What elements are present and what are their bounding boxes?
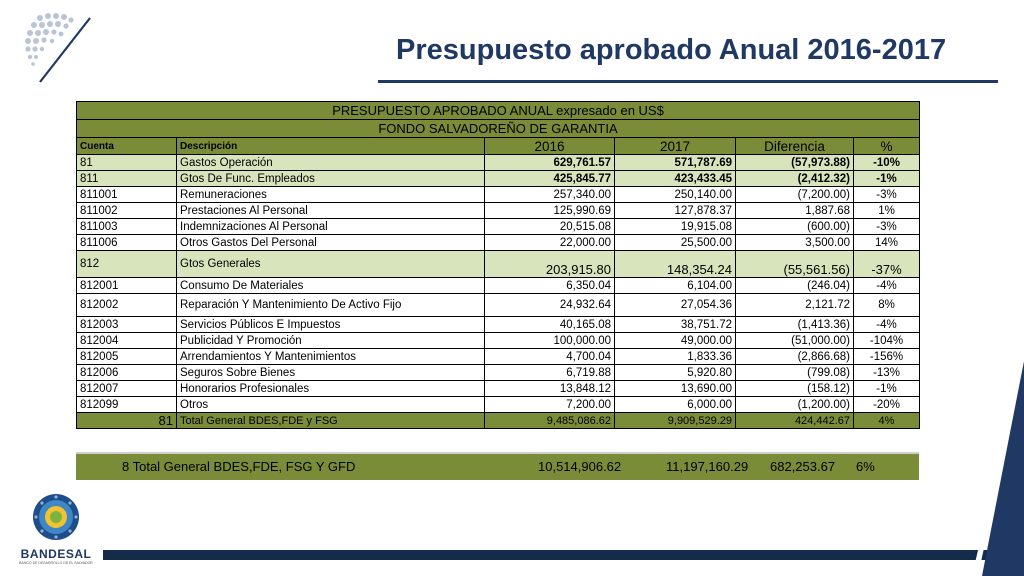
cell-pct: -3% — [854, 219, 920, 235]
table-header-subtitle: FONDO SALVADOREÑO DE GARANTIA — [77, 120, 920, 138]
table-row — [77, 251, 920, 278]
table-row — [77, 219, 920, 235]
cell-cuenta: 812006 — [77, 365, 177, 381]
cell-pct: 14% — [854, 235, 920, 251]
cell-diferencia: (1,413.36) — [736, 317, 854, 333]
column-header-row — [77, 138, 920, 155]
corner-decoration — [944, 361, 1024, 576]
column-header-cuenta: Cuenta — [77, 138, 177, 155]
cell-2016: 20,515.08 — [485, 219, 615, 235]
cell-cuenta: 81 — [77, 413, 177, 429]
cell-diferencia: (2,866.68) — [736, 349, 854, 365]
cell-2017: 5,920.80 — [615, 365, 736, 381]
table-row — [77, 381, 920, 397]
cell-diferencia: (57,973.88) — [736, 155, 854, 171]
table-row — [77, 171, 920, 187]
cell-2017: 13,690.00 — [615, 381, 736, 397]
cell-2017: 9,909,529.29 — [615, 413, 736, 429]
cell-2017: 25,500.00 — [615, 235, 736, 251]
table-row — [77, 155, 920, 171]
cell-2017: 6,104.00 — [615, 278, 736, 294]
cell-descripcion: Consumo De Materiales — [177, 278, 485, 294]
cell-pct: -13% — [854, 365, 920, 381]
table-row — [77, 278, 920, 294]
cell-cuenta: 811001 — [77, 187, 177, 203]
cell-2017: 148,354.24 — [615, 251, 736, 278]
cell-pct: -4% — [854, 317, 920, 333]
cell-pct: -156% — [854, 349, 920, 365]
column-header-2016: 2016 — [485, 138, 615, 155]
cell-2017: 250,140.00 — [615, 187, 736, 203]
cell-2016: 6,719.88 — [485, 365, 615, 381]
cell-cuenta: 812007 — [77, 381, 177, 397]
table-row — [77, 317, 920, 333]
cell-2016: 125,990.69 — [485, 203, 615, 219]
cell-2016: 24,932.64 — [485, 294, 615, 317]
cell-2016: 257,340.00 — [485, 187, 615, 203]
cell-pct: -37% — [854, 251, 920, 278]
cell-2017: 19,915.08 — [615, 219, 736, 235]
table-header-row — [77, 120, 920, 138]
cell-cuenta: 811 — [77, 171, 177, 187]
cell-pct: -1% — [854, 171, 920, 187]
cell-diferencia: (1,200.00) — [736, 397, 854, 413]
table-row — [77, 187, 920, 203]
cell-descripcion: Otros — [177, 397, 485, 413]
cell-descripcion: Remuneraciones — [177, 187, 485, 203]
cell-pct: -104% — [854, 333, 920, 349]
title-underline — [378, 80, 998, 83]
table-header-title: PRESUPUESTO APROBADO ANUAL expresado en US$ — [77, 102, 920, 120]
cell-diferencia: 2,121.72 — [736, 294, 854, 317]
cell-cuenta: 811003 — [77, 219, 177, 235]
brand-subtitle: BANCO DE DESARROLLO DE EL SALVADOR — [19, 561, 93, 565]
table-row — [77, 294, 920, 317]
grand-total-label: 8 Total General BDES,FDE, FSG Y GFD — [122, 459, 356, 474]
cell-cuenta: 812003 — [77, 317, 177, 333]
cell-descripcion: Total General BDES,FDE y FSG — [177, 413, 485, 429]
cell-cuenta: 811002 — [77, 203, 177, 219]
cell-2016: 7,200.00 — [485, 397, 615, 413]
cell-2016: 9,485,086.62 — [485, 413, 615, 429]
cell-cuenta: 812001 — [77, 278, 177, 294]
cell-2017: 38,751.72 — [615, 317, 736, 333]
table-total-row — [77, 413, 920, 429]
cell-diferencia: (158.12) — [736, 381, 854, 397]
cell-2017: 127,878.37 — [615, 203, 736, 219]
cell-2016: 203,915.80 — [485, 251, 615, 278]
cell-diferencia: (7,200.00) — [736, 187, 854, 203]
column-header-diferencia: Diferencia — [736, 138, 854, 155]
footer-bar — [103, 550, 993, 560]
brand-name: BANDESAL — [20, 547, 92, 561]
cell-diferencia: 1,887.68 — [736, 203, 854, 219]
grand-total-row — [76, 452, 919, 480]
table-header-row — [77, 102, 920, 120]
cell-2016: 22,000.00 — [485, 235, 615, 251]
cell-2016: 4,700.04 — [485, 349, 615, 365]
table-row — [77, 235, 920, 251]
cell-pct: -1% — [854, 381, 920, 397]
cell-diferencia: 3,500.00 — [736, 235, 854, 251]
grand-total-pct: 6% — [856, 459, 875, 474]
cell-2016: 13,848.12 — [485, 381, 615, 397]
cell-diferencia: (600.00) — [736, 219, 854, 235]
grand-total-2017: 11,197,160.29 — [666, 459, 749, 474]
cell-2017: 571,787.69 — [615, 155, 736, 171]
cell-2017: 27,054.36 — [615, 294, 736, 317]
table-row — [77, 365, 920, 381]
cell-pct: 8% — [854, 294, 920, 317]
budget-table — [76, 101, 920, 429]
cell-diferencia: (2,412.32) — [736, 171, 854, 187]
cell-cuenta: 812005 — [77, 349, 177, 365]
bandesal-logo — [16, 492, 96, 565]
column-header-pct: % — [854, 138, 920, 155]
cell-diferencia: (51,000.00) — [736, 333, 854, 349]
cell-descripcion: Honorarios Profesionales — [177, 381, 485, 397]
cell-diferencia: (55,561.56) — [736, 251, 854, 278]
cell-descripcion: Servicios Públicos E Impuestos — [177, 317, 485, 333]
cell-descripcion: Gtos Generales — [177, 251, 485, 278]
cell-descripcion: Indemnizaciones Al Personal — [177, 219, 485, 235]
page-title: Presupuesto aprobado Anual 2016-2017 — [396, 34, 947, 66]
cell-cuenta: 812004 — [77, 333, 177, 349]
cell-diferencia: (246.04) — [736, 278, 854, 294]
table-row — [77, 397, 920, 413]
cell-2016: 629,761.57 — [485, 155, 615, 171]
cell-2016: 425,845.77 — [485, 171, 615, 187]
cell-descripcion: Seguros Sobre Bienes — [177, 365, 485, 381]
cell-descripcion: Publicidad Y Promoción — [177, 333, 485, 349]
cell-descripcion: Gtos De Func. Empleados — [177, 171, 485, 187]
cell-descripcion: Arrendamientos Y Mantenimientos — [177, 349, 485, 365]
cell-pct: 1% — [854, 203, 920, 219]
table-row — [77, 333, 920, 349]
cell-pct: -10% — [854, 155, 920, 171]
column-header-descripcion: Descripción — [177, 138, 485, 155]
cell-diferencia: 424,442.67 — [736, 413, 854, 429]
grand-total-diferencia: 682,253.67 — [770, 459, 836, 474]
diagonal-line-decoration — [36, 16, 96, 86]
cell-cuenta: 812099 — [77, 397, 177, 413]
cell-2017: 49,000.00 — [615, 333, 736, 349]
cell-2017: 6,000.00 — [615, 397, 736, 413]
cell-cuenta: 811006 — [77, 235, 177, 251]
cell-cuenta: 812 — [77, 251, 177, 278]
cell-cuenta: 81 — [77, 155, 177, 171]
cell-descripcion: Reparación Y Mantenimiento De Activo Fijo — [177, 294, 485, 317]
cell-2016: 40,165.08 — [485, 317, 615, 333]
cell-pct: 4% — [854, 413, 920, 429]
cell-pct: -3% — [854, 187, 920, 203]
cell-descripcion: Prestaciones Al Personal — [177, 203, 485, 219]
column-header-2017: 2017 — [615, 138, 736, 155]
cell-2016: 6,350.04 — [485, 278, 615, 294]
table-row — [77, 349, 920, 365]
table-row — [77, 203, 920, 219]
bandesal-emblem-icon — [30, 492, 82, 542]
cell-2017: 1,833.36 — [615, 349, 736, 365]
cell-descripcion: Gastos Operación — [177, 155, 485, 171]
cell-pct: -4% — [854, 278, 920, 294]
cell-cuenta: 812002 — [77, 294, 177, 317]
cell-pct: -20% — [854, 397, 920, 413]
cell-2017: 423,433.45 — [615, 171, 736, 187]
cell-diferencia: (799.08) — [736, 365, 854, 381]
cell-descripcion: Otros Gastos Del Personal — [177, 235, 485, 251]
cell-2016: 100,000.00 — [485, 333, 615, 349]
grand-total-2016: 10,514,906.62 — [538, 459, 622, 474]
